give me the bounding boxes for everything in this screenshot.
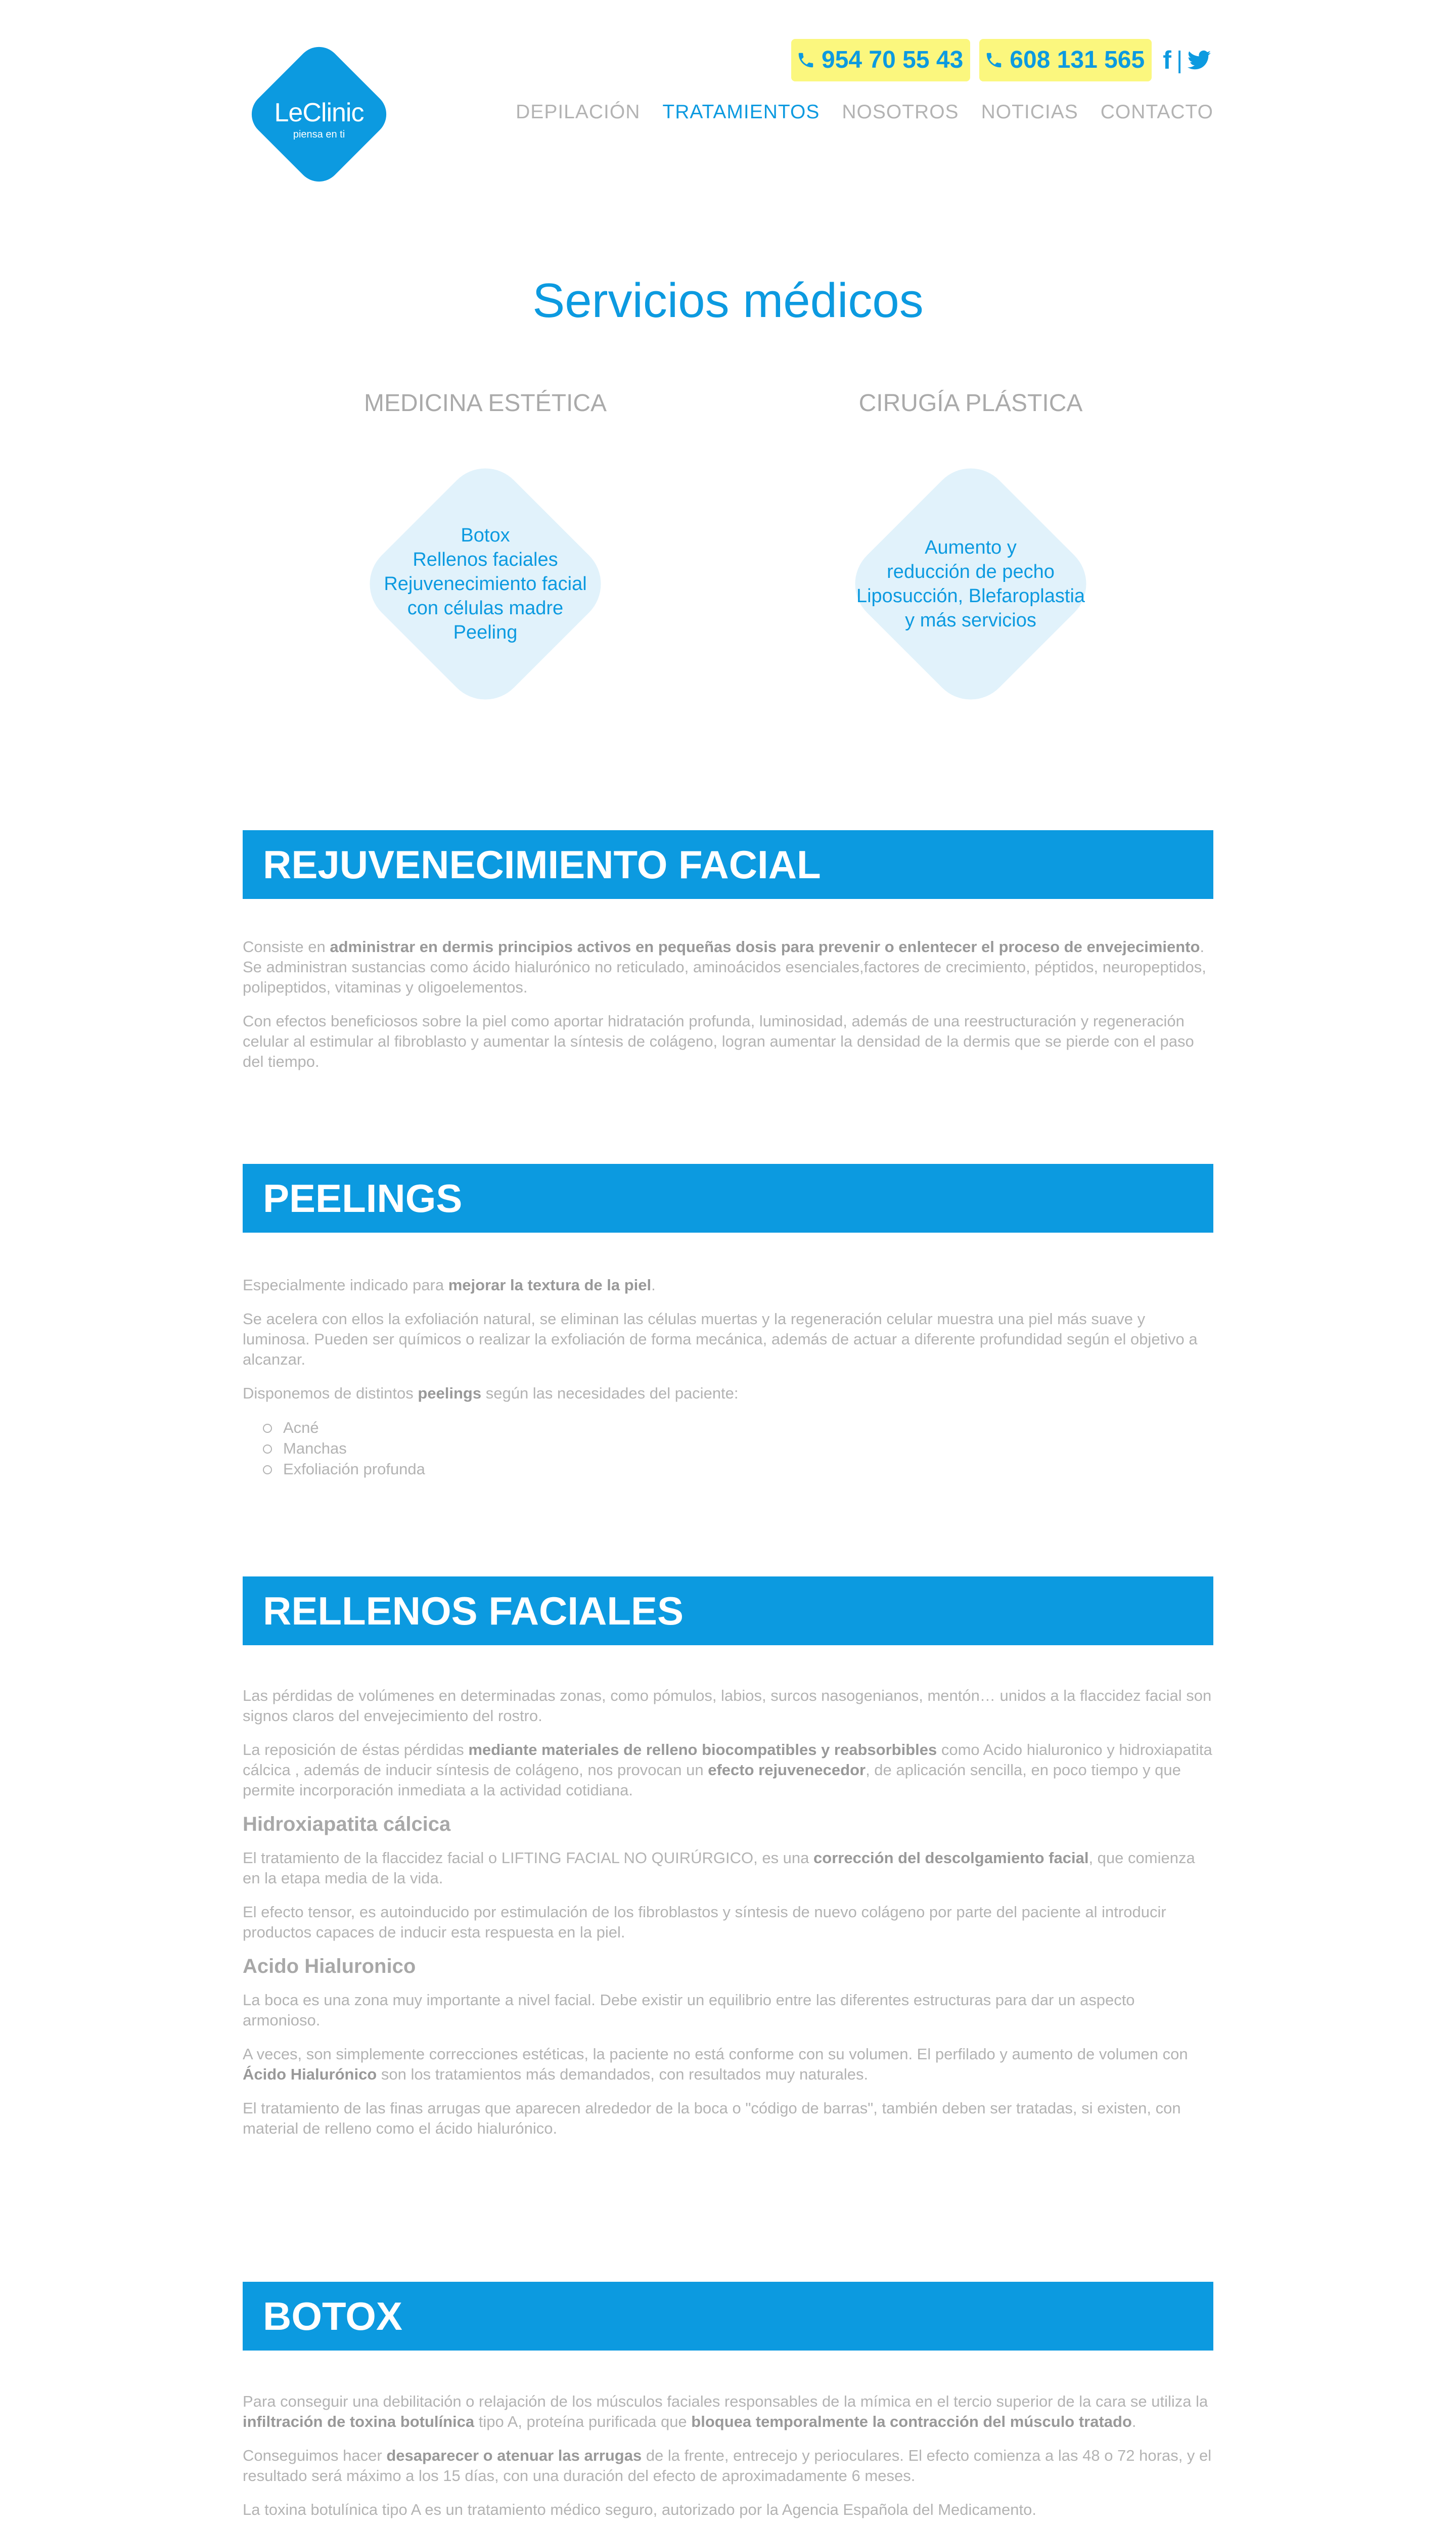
cirugia-heading: CIRUGÍA PLÁSTICA [858, 390, 1083, 417]
paragraph: La toxina botulínica tipo A es un tratamiento médico seguro, autorizado por la Agencia Española del Medicamento. [243, 2501, 1036, 2518]
section-banner-peelings: PEELINGS [243, 1164, 1213, 1233]
paragraph: A veces, son simplemente correcciones estéticas, la paciente no está conforme con su volumen. El perfilado y aumento de volumen con Ácido Hialurónico son los tratamientos más demandados, con resultados muy naturales. [243, 2045, 1188, 2083]
nav-nosotros[interactable]: NOSOTROS [842, 101, 959, 123]
service-link[interactable]: Aumento y [925, 537, 1017, 558]
paragraph: Conseguimos hacer desaparecer o atenuar las arrugas de la frente, entrecejo y perioculares. El efecto comienza a las 48 o 72 horas, y el resultado será máximo a los 15 días, con una duración del efecto de aproximadamente 6 meses. [243, 2447, 1212, 2485]
service-link[interactable]: y más servicios [905, 610, 1036, 631]
section-body-peelings [243, 1275, 1213, 1479]
paragraph: Con efectos beneficiosos sobre la piel como aportar hidratación profunda, luminosidad, además de una reestructuración y regeneración celular al estimular al fibroblasto y aumentar la síntesis de colágeno, logran aumentar la densidad de la dermis que se pierde con el paso del tiempo. [243, 1012, 1194, 1070]
section-body-rellenos [243, 1686, 1213, 2152]
medicina-diamond[interactable] [329, 427, 642, 741]
paragraph: El efecto tensor, es autoinducido por estimulación de los fibroblastos y síntesis de nuevo colágeno por parte del paciente al introducir productos capaces de inducir esta respuesta en la piel. [243, 1903, 1166, 1941]
peeling-list [243, 1417, 1213, 1479]
subheading-acido: Acido Hialuronico [243, 1955, 416, 1977]
paragraph: Se acelera con ellos la exfoliación natural, se eliminan las células muertas y la regeneración celular muestra una piel más suave y luminosa. Pueden ser químicos o realizar la exfoliación de forma mecánica, además de actuar a diferente profundidad según el objetivo a alcanzar. [243, 1310, 1198, 1368]
nav-depilacion[interactable]: DEPILACIÓN [516, 101, 641, 123]
service-link[interactable]: Botox [461, 525, 510, 546]
list-item: Manchas [283, 1438, 1213, 1459]
nav-noticias[interactable]: NOTICIAS [981, 101, 1078, 123]
list-item: Acné [283, 1417, 1213, 1438]
logo-tagline: piensa en ti [293, 129, 345, 140]
service-link[interactable]: con células madre [407, 598, 564, 619]
phone-2-button[interactable] [979, 39, 1152, 81]
subheading-hidroxiapatita: Hidroxiapatita cálcica [243, 1813, 451, 1835]
service-link[interactable]: Rejuvenecimiento facial [384, 573, 587, 595]
main-nav [493, 101, 1213, 123]
service-link[interactable]: Liposucción, Blefaroplastia [856, 585, 1085, 607]
logo[interactable] [243, 38, 395, 191]
phone-1-button[interactable] [791, 39, 970, 81]
section-banner-rellenos: RELLENOS FACIALES [243, 1576, 1213, 1645]
paragraph: El tratamiento de las finas arrugas que aparecen alrededor de la boca o "código de barras", también deben ser tratadas, si existen, con material de relleno como el ácido hialurónico. [243, 2099, 1181, 2137]
facebook-icon[interactable]: f [1163, 46, 1171, 74]
paragraph: Para conseguir una debilitación o relajación de los músculos faciales responsables de la mímica en el tercio superior de la cara se utiliza la infiltración de toxina botulínica tipo A, proteína purificada que bloquea temporalmente la contracción del músculo tratado. [243, 2392, 1208, 2430]
paragraph: Disponemos de distintos peelings según las necesidades del paciente: [243, 1384, 739, 1402]
paragraph: Las pérdidas de volúmenes en determinadas zonas, como pómulos, labios, surcos nasogenianos, mentón… unidos a la flaccidez facial son signos claros del envejecimiento del rostro. [243, 1687, 1212, 1725]
phone-1-number: 954 70 55 43 [822, 47, 964, 73]
section-body-rejuvenecimiento [243, 937, 1213, 1086]
section-banner-rejuvenecimiento: REJUVENECIMIENTO FACIAL [243, 830, 1213, 899]
cirugia-diamond[interactable] [814, 427, 1127, 741]
phone-icon [796, 51, 815, 70]
phone-2-number: 608 131 565 [1010, 47, 1145, 73]
cirugia-plastica-block [794, 389, 1148, 741]
social-divider: | [1176, 47, 1183, 74]
nav-contacto[interactable]: CONTACTO [1100, 101, 1213, 123]
phone-icon [984, 51, 1004, 70]
service-link[interactable]: Peeling [453, 622, 518, 643]
services-title: Servicios médicos [532, 274, 924, 328]
paragraph: El tratamiento de la flaccidez facial o LIFTING FACIAL NO QUIRÚRGICO, es una corrección del descolgamiento facial, que comienza en la etapa media de la vida. [243, 1849, 1195, 1887]
section-body-botox [243, 2391, 1213, 2528]
twitter-icon[interactable] [1188, 50, 1211, 70]
section-banner-botox: BOTOX [243, 2282, 1213, 2351]
medicina-heading: MEDICINA ESTÉTICA [363, 390, 607, 417]
paragraph: Especialmente indicado para mejorar la textura de la piel. [243, 1276, 656, 1294]
service-link[interactable]: reducción de pecho [887, 561, 1055, 582]
logo-text: LeClinic [274, 98, 364, 127]
contact-bar [791, 38, 1211, 82]
service-link[interactable]: Rellenos faciales [413, 549, 558, 570]
paragraph: La boca es una zona muy importante a nivel facial. Debe existir un equilibrio entre las diferentes estructuras para dar un aspecto armonioso. [243, 1991, 1135, 2029]
paragraph: Consiste en administrar en dermis principios activos en pequeñas dosis para prevenir o enlentecer el proceso de envejecimiento. Se administran sustancias como ácido hialurónico no reticulado, aminoácidos esenciales,factores de crecimiento, péptidos, neuropeptidos, polipeptidos, vitaminas y oligoelementos. [243, 938, 1206, 996]
nav-tratamientos[interactable]: TRATAMIENTOS [662, 101, 820, 123]
medicina-estetica-block [308, 389, 662, 741]
paragraph: La reposición de éstas pérdidas mediante materiales de relleno biocompatibles y reabsorbibles como Acido hialuronico y hidroxiapatita cálcica , además de inducir síntesis de colágeno, nos provocan un efecto rejuvenecedor, de aplicación sencilla, en poco tiempo y que permite incorporación inmediata a la actividad cotidiana. [243, 1741, 1212, 1799]
list-item: Exfoliación profunda [283, 1459, 1213, 1479]
